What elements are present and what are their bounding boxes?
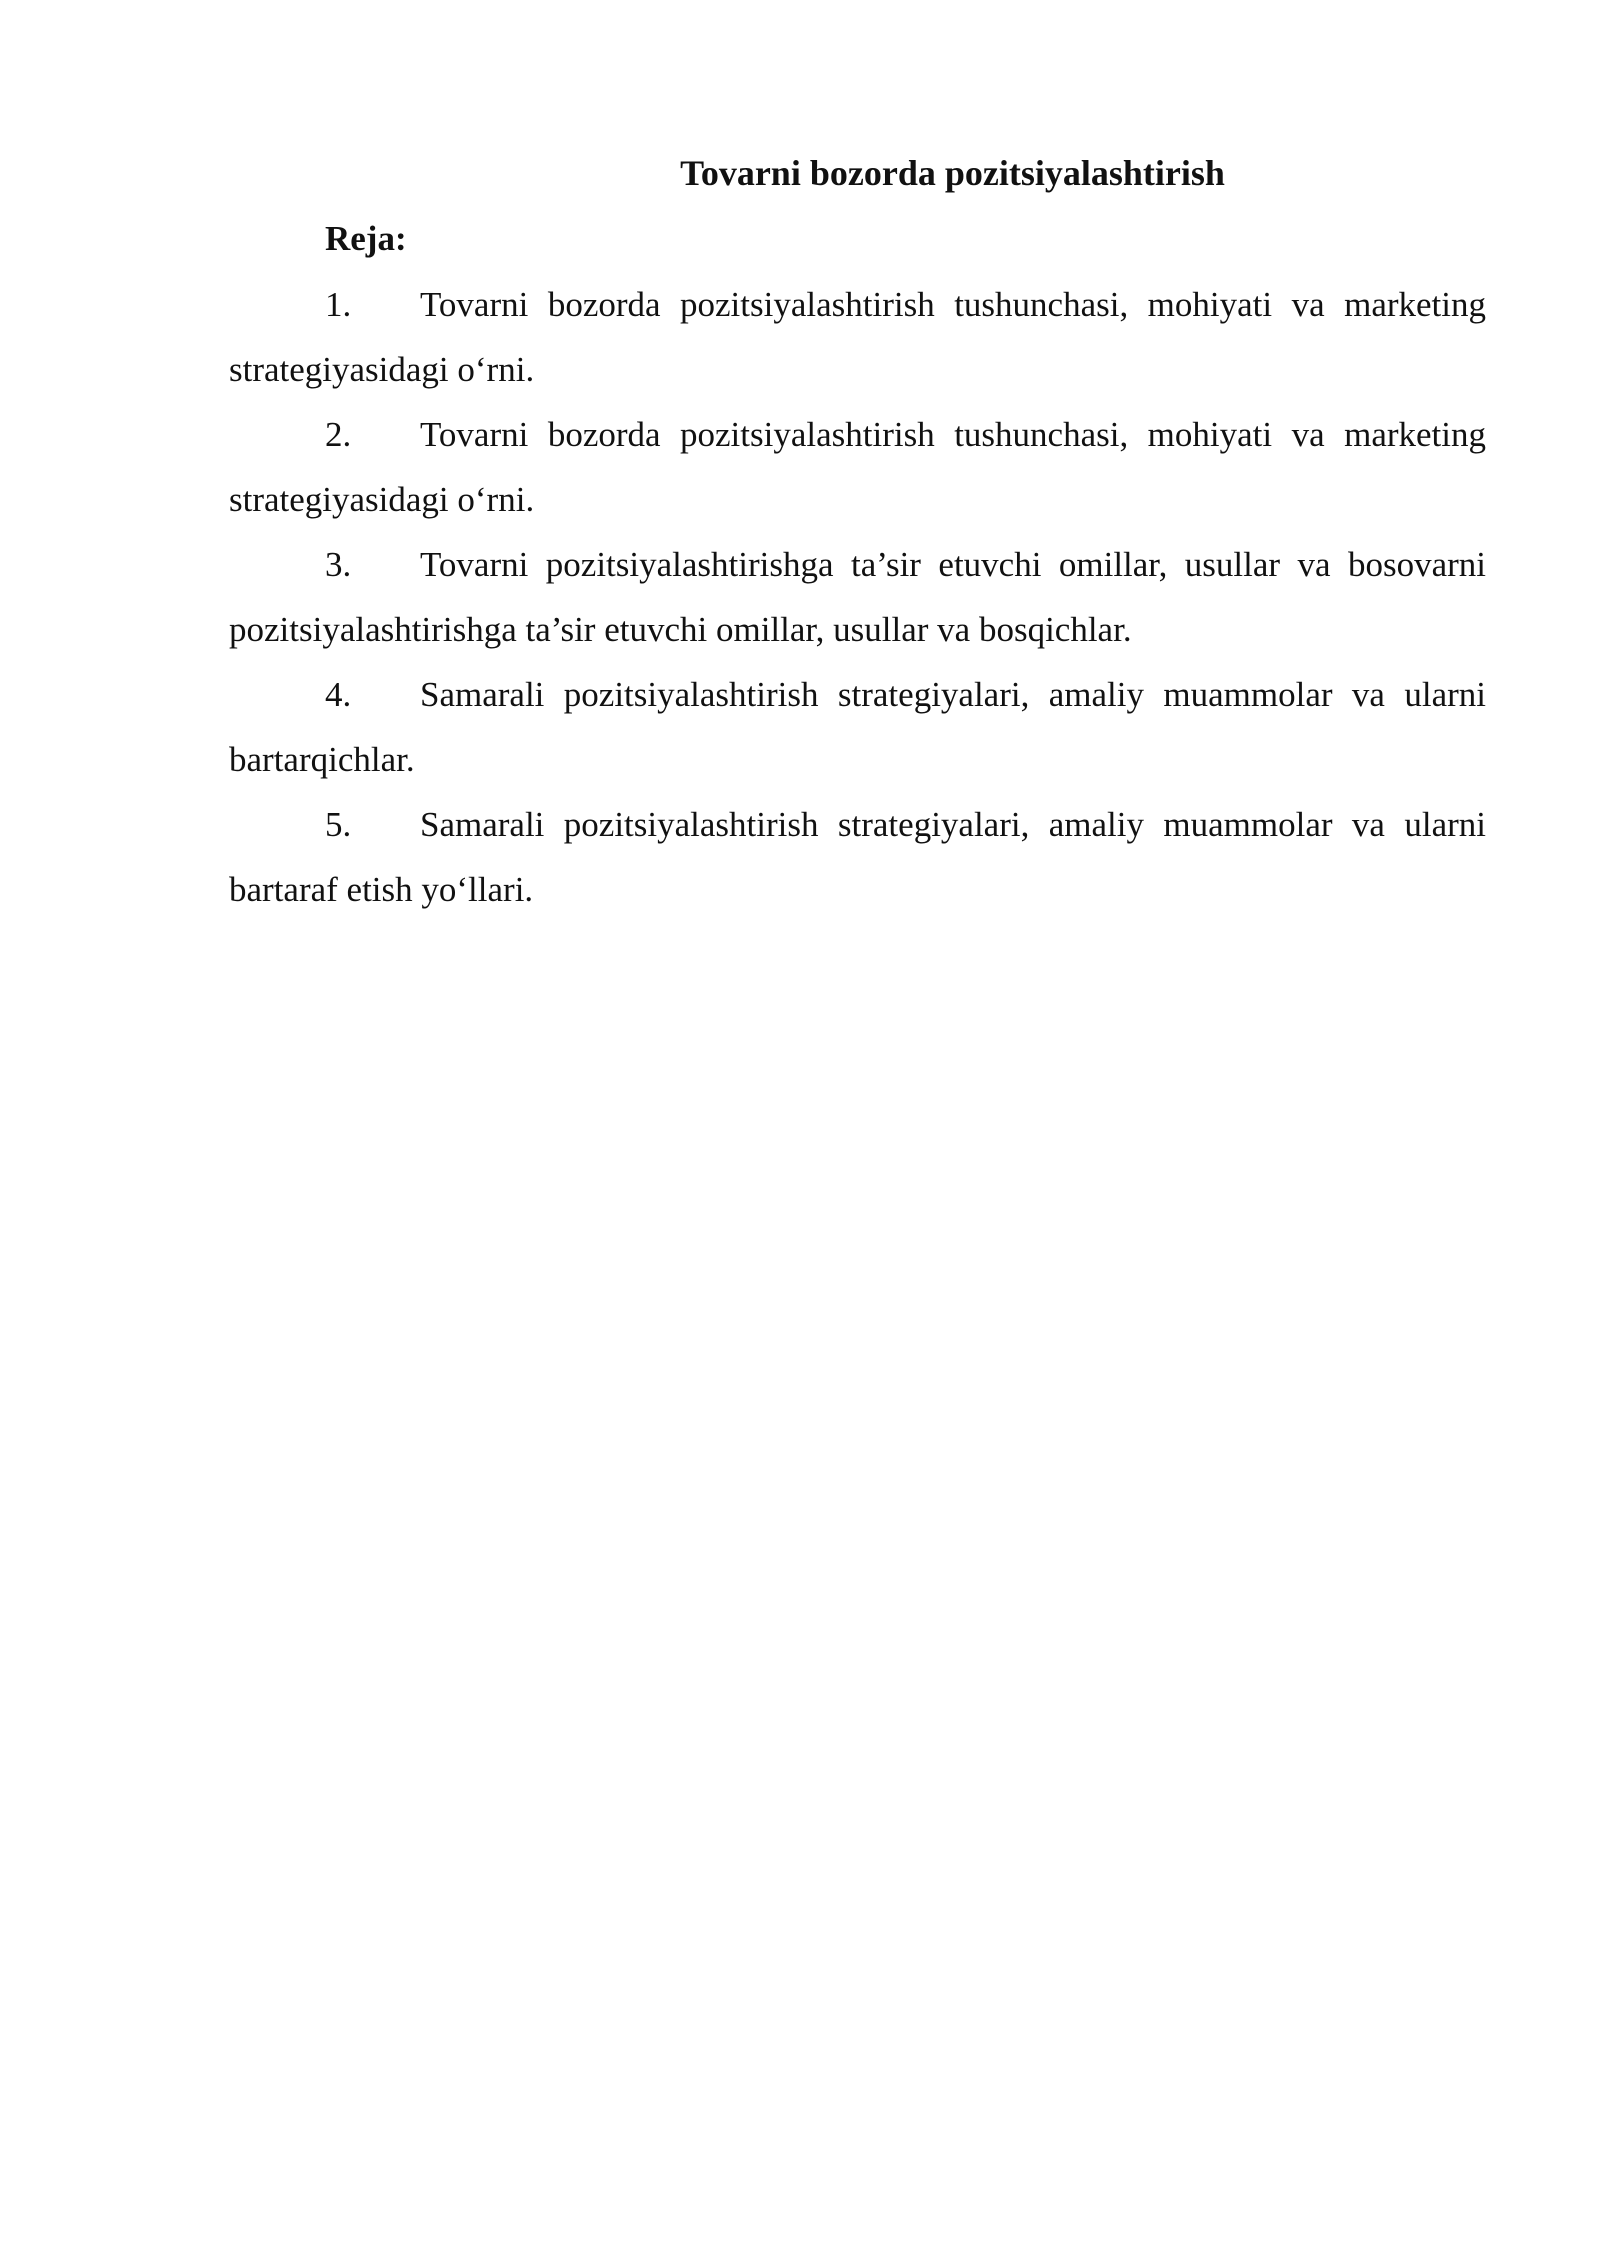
plan-item-text: Tovarni bozorda pozitsiyalashtirish tushunchasi, mohiyati va marketing strategiyasidagi o‘rni. [229,415,1486,519]
plan-item-number: 1. [325,285,352,324]
plan-item-1 [229,272,1486,402]
plan-label: Reja: [325,219,407,258]
plan-item-text: Tovarni bozorda pozitsiyalashtirish tushunchasi, mohiyati va marketing strategiyasidagi o‘rni. [229,285,1486,389]
plan-item-5 [229,792,1486,922]
plan-item-3 [229,532,1486,662]
plan-item-text: Samarali pozitsiyalashtirish strategiyalari, amaliy muammolar va ularni bartaraf etish yo‘llari. [229,805,1486,909]
plan-item-text: Tovarni pozitsiyalashtirishga ta’sir etuvchi omillar, usullar va bosovarni pozitsiyalashtirishga ta’sir etuvchi omillar, usullar va bosqichlar. [229,545,1486,649]
plan-item-number: 2. [325,415,352,454]
plan-item-number: 4. [325,675,352,714]
plan-item-number: 3. [325,545,352,584]
document-content [229,140,1486,922]
plan-item-number: 5. [325,805,352,844]
plan-item-2 [229,402,1486,532]
document-title: Tovarni bozorda pozitsiyalashtirish [680,153,1225,193]
plan-item-text: Samarali pozitsiyalashtirish strategiyalari, amaliy muammolar va ularni bartarqichlar. [229,675,1486,779]
plan-item-4 [229,662,1486,792]
